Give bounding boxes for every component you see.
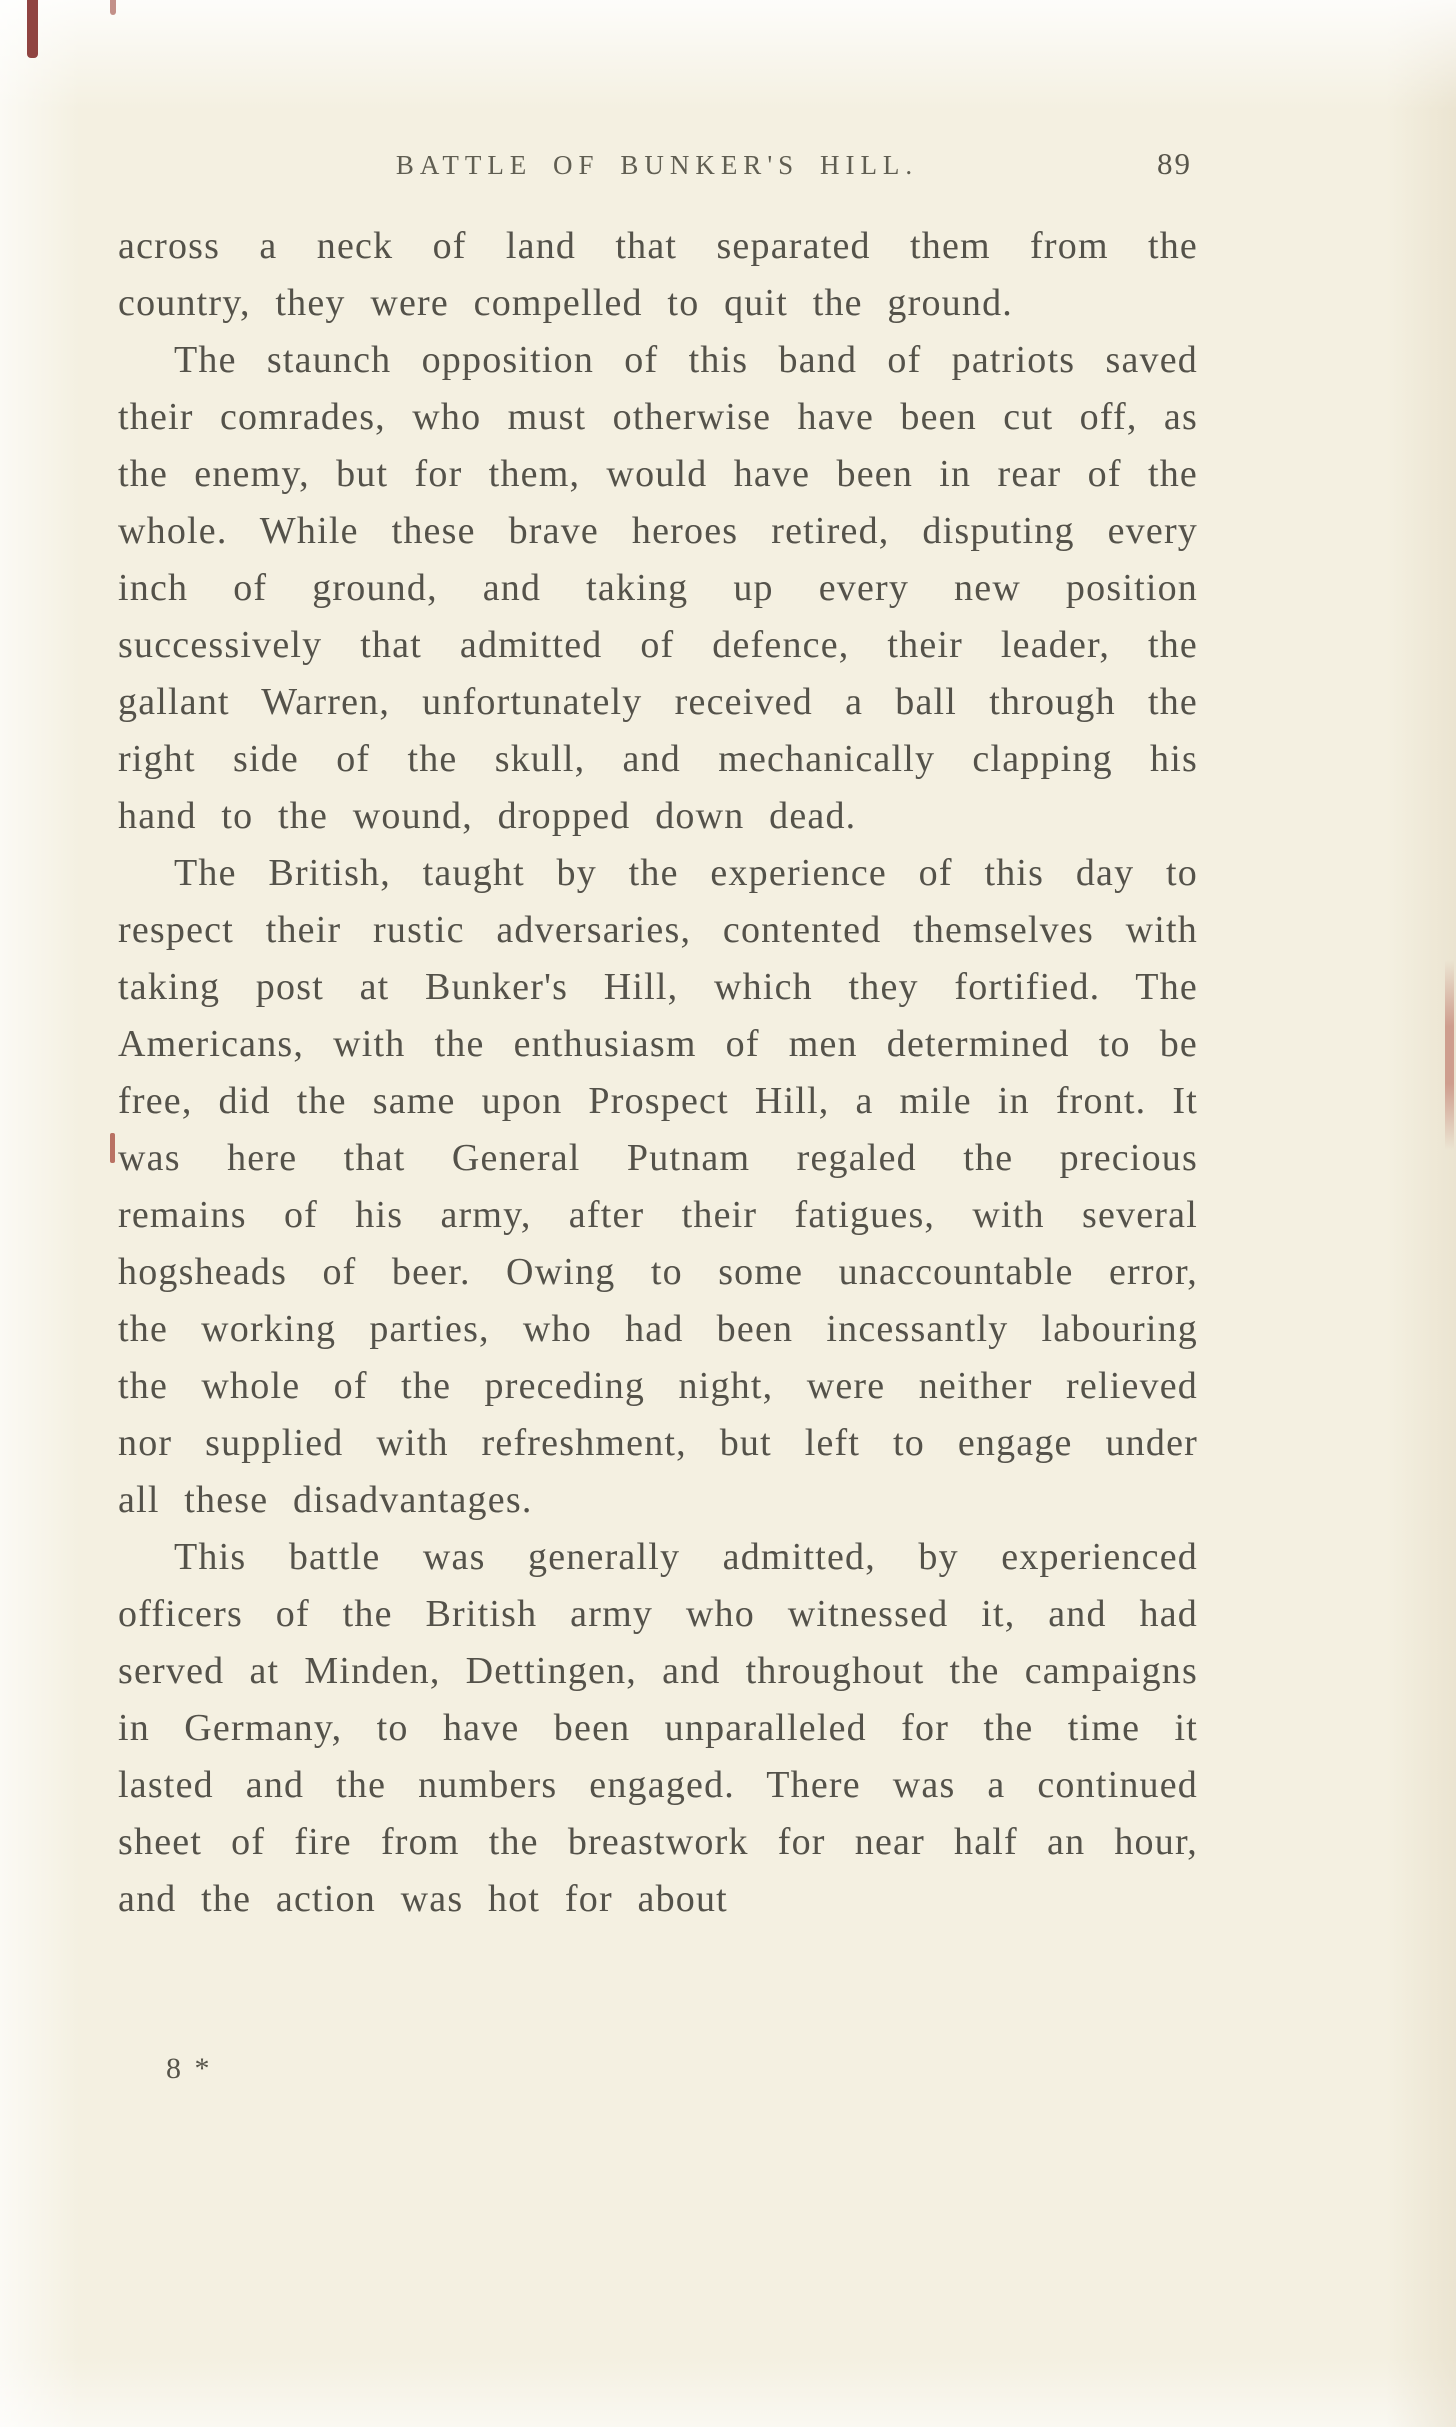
paragraph-continuation: across a neck of land that separated them from the country, they were compelled to quit the ground. (118, 225, 1198, 324)
paragraph: This battle was generally admitted, by experienced officers of the British army who witnessed it, and had served at Minden, Dettingen, and throughout the campaigns in Germany, to have been unparalleled for the time it lasted and the numbers engaged. There was a continued sheet of fire from the breastwork for near half an hour, and the action was hot for about (118, 1536, 1198, 1920)
scan-artifact-right-streak (1445, 960, 1454, 1150)
paragraph: The British, taught by the experience of this day to respect their rustic adversaries, contented themselves with taking post at Bunker's Hill, which they fortified. The Americans, with the enthusiasm of men determined to be free, did the same upon Prospect Hill, a mile in front. It was here that General Putnam regaled the precious remains of his army, after their fatigues, with several hogsheads of beer. Owing to some unaccountable error, the working parties, who had been incessantly labouring the whole of the preceding night, were neither relieved nor supplied with refreshment, but left to engage under all these disadvantages. (118, 852, 1198, 1521)
body-text (118, 218, 1198, 1928)
scan-artifact-top-left (27, 0, 38, 58)
running-title: BATTLE OF BUNKER'S HILL. (395, 150, 919, 180)
signature-mark: 8 * (166, 2052, 213, 2085)
paragraph: The staunch opposition of this band of patriots saved their comrades, who must otherwise have been cut off, as the enemy, but for them, would have been in rear of the whole. While these brave heroes retired, disputing every inch of ground, and taking up every new position successively that admitted of defence, their leader, the gallant Warren, unfortunately received a ball through the right side of the skull, and mechanically clapping his hand to the wound, dropped down dead. (118, 339, 1198, 837)
page-number: 89 (1157, 146, 1192, 181)
scan-artifact-top-left-small (110, 0, 116, 15)
page-header (118, 146, 1196, 194)
scan-artifact-left-mid (110, 1133, 115, 1163)
